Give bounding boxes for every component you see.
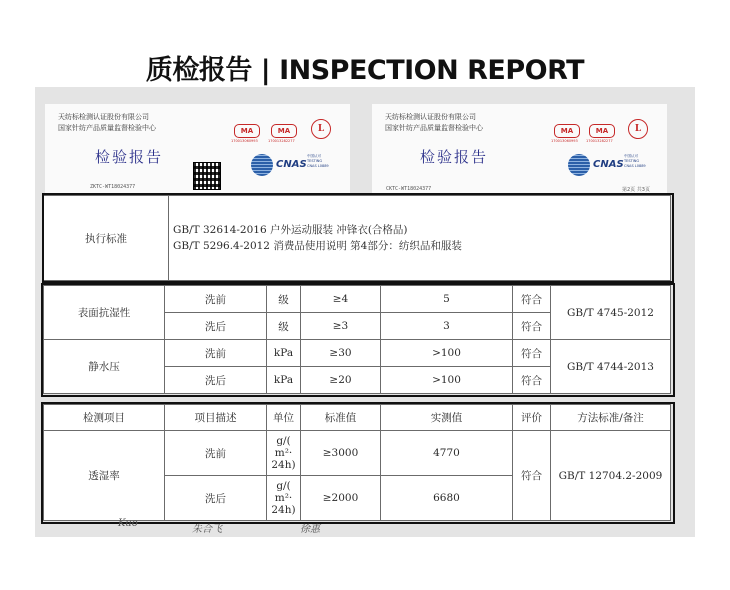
verdict: 符合 (513, 340, 551, 367)
cma-mark-icon: MA (271, 124, 297, 138)
header-cell: 实测值 (381, 405, 513, 431)
standard-value: ≥2000 (301, 476, 381, 521)
results-table (43, 285, 671, 394)
method-standard: GB/T 4744-2013 (551, 340, 671, 394)
standard-line: GB/T 32614-2016 户外运动服装 冲锋衣(合格品) (173, 224, 408, 236)
cma-mark-icon: MA (589, 124, 615, 138)
standard-value: ≥3000 (301, 431, 381, 476)
globe-icon (568, 154, 590, 176)
standard-value: ≥30 (301, 340, 381, 367)
item-name: 静水压 (44, 340, 165, 394)
unit: 级 (267, 286, 301, 313)
item-name: 表面抗湿性 (44, 286, 165, 340)
standard-value: ≥4 (301, 286, 381, 313)
signature: 徐惠 (300, 524, 320, 535)
left-report-sheet: 天纺标检测认证股份有限公司 国家针纺产品质量监督检验中心 检验报告 ZKTC-WT18024377 MA 170013060993 MA 170013282277 L CNAS 中国认可 TESTING CNAS L0889 (45, 104, 350, 194)
standards-content (169, 196, 671, 281)
method-standard: GB/T 4745-2012 (551, 286, 671, 340)
unit: g/( m²· 24h) (267, 431, 301, 476)
org-name: 天纺标检测认证股份有限公司 国家针纺产品质量监督检验中心 (385, 113, 483, 132)
verdict: 符合 (513, 367, 551, 394)
standard-line: GB/T 5296.4-2012 消费品使用说明 第4部分：纺织品和服装 (173, 240, 462, 252)
header-cell: 检测项目 (44, 405, 165, 431)
cnas-logo: CNAS (593, 159, 624, 170)
verdict: 符合 (513, 313, 551, 340)
unit: g/( m²· 24h) (267, 476, 301, 521)
org-name: 天纺标检测认证股份有限公司 国家针纺产品质量监督检验中心 (58, 113, 156, 132)
report-label: 检验报告 (95, 148, 164, 166)
standards-label: 执行标准 (44, 196, 169, 281)
serial-number: CKTC-WT18024377 (386, 186, 432, 192)
measured-value: 6680 (381, 476, 513, 521)
standard-value: ≥3 (301, 313, 381, 340)
measured-value: >100 (381, 340, 513, 367)
qr-code-icon (193, 162, 221, 190)
header-cell: 单位 (267, 405, 301, 431)
cal-mark-icon: L (628, 119, 648, 139)
header-cell: 评价 (513, 405, 551, 431)
unit: 级 (267, 313, 301, 340)
header-cell: 项目描述 (165, 405, 267, 431)
standard-value: ≥20 (301, 367, 381, 394)
serial-number: ZKTC-WT18024377 (90, 184, 136, 190)
condition: 洗后 (165, 313, 267, 340)
cnas-logo: CNAS (276, 159, 307, 170)
unit: kPa (267, 340, 301, 367)
measured-value: >100 (381, 367, 513, 394)
page-title: 质检报告 | INSPECTION REPORT (145, 55, 585, 86)
condition: 洗后 (165, 476, 267, 521)
condition: 洗前 (165, 431, 267, 476)
measured-value: 5 (381, 286, 513, 313)
cma-mark-icon: MA (234, 124, 260, 138)
measured-value: 3 (381, 313, 513, 340)
condition: 洗后 (165, 367, 267, 394)
unit: kPa (267, 367, 301, 394)
cal-mark-icon: L (311, 119, 331, 139)
header-cell: 方法标准/备注 (551, 405, 671, 431)
page-number: 第2页 共3页 (622, 187, 650, 193)
right-report-sheet: 天纺标检测认证股份有限公司 国家针纺产品质量监督检验中心 检验报告 CKTC-WT18024377 第2页 共3页 MA 170013060993 MA 170013282277 L CNAS 中国认可 TESTING CNAS L0889 (372, 104, 667, 194)
verdict: 符合 (513, 286, 551, 313)
standards-table (43, 195, 671, 281)
condition: 洗前 (165, 286, 267, 313)
report-label: 检验报告 (420, 148, 489, 166)
detail-table (43, 404, 671, 521)
signature: 朱合飞 (192, 524, 222, 535)
signature: Kuo (118, 518, 138, 529)
measured-value: 4770 (381, 431, 513, 476)
cma-mark-icon: MA (554, 124, 580, 138)
globe-icon (251, 154, 273, 176)
header-cell: 标准值 (301, 405, 381, 431)
item-name: 透湿率 (44, 431, 165, 521)
verdict: 符合 (513, 431, 551, 521)
method-standard: GB/T 12704.2-2009 (551, 431, 671, 521)
condition: 洗前 (165, 340, 267, 367)
